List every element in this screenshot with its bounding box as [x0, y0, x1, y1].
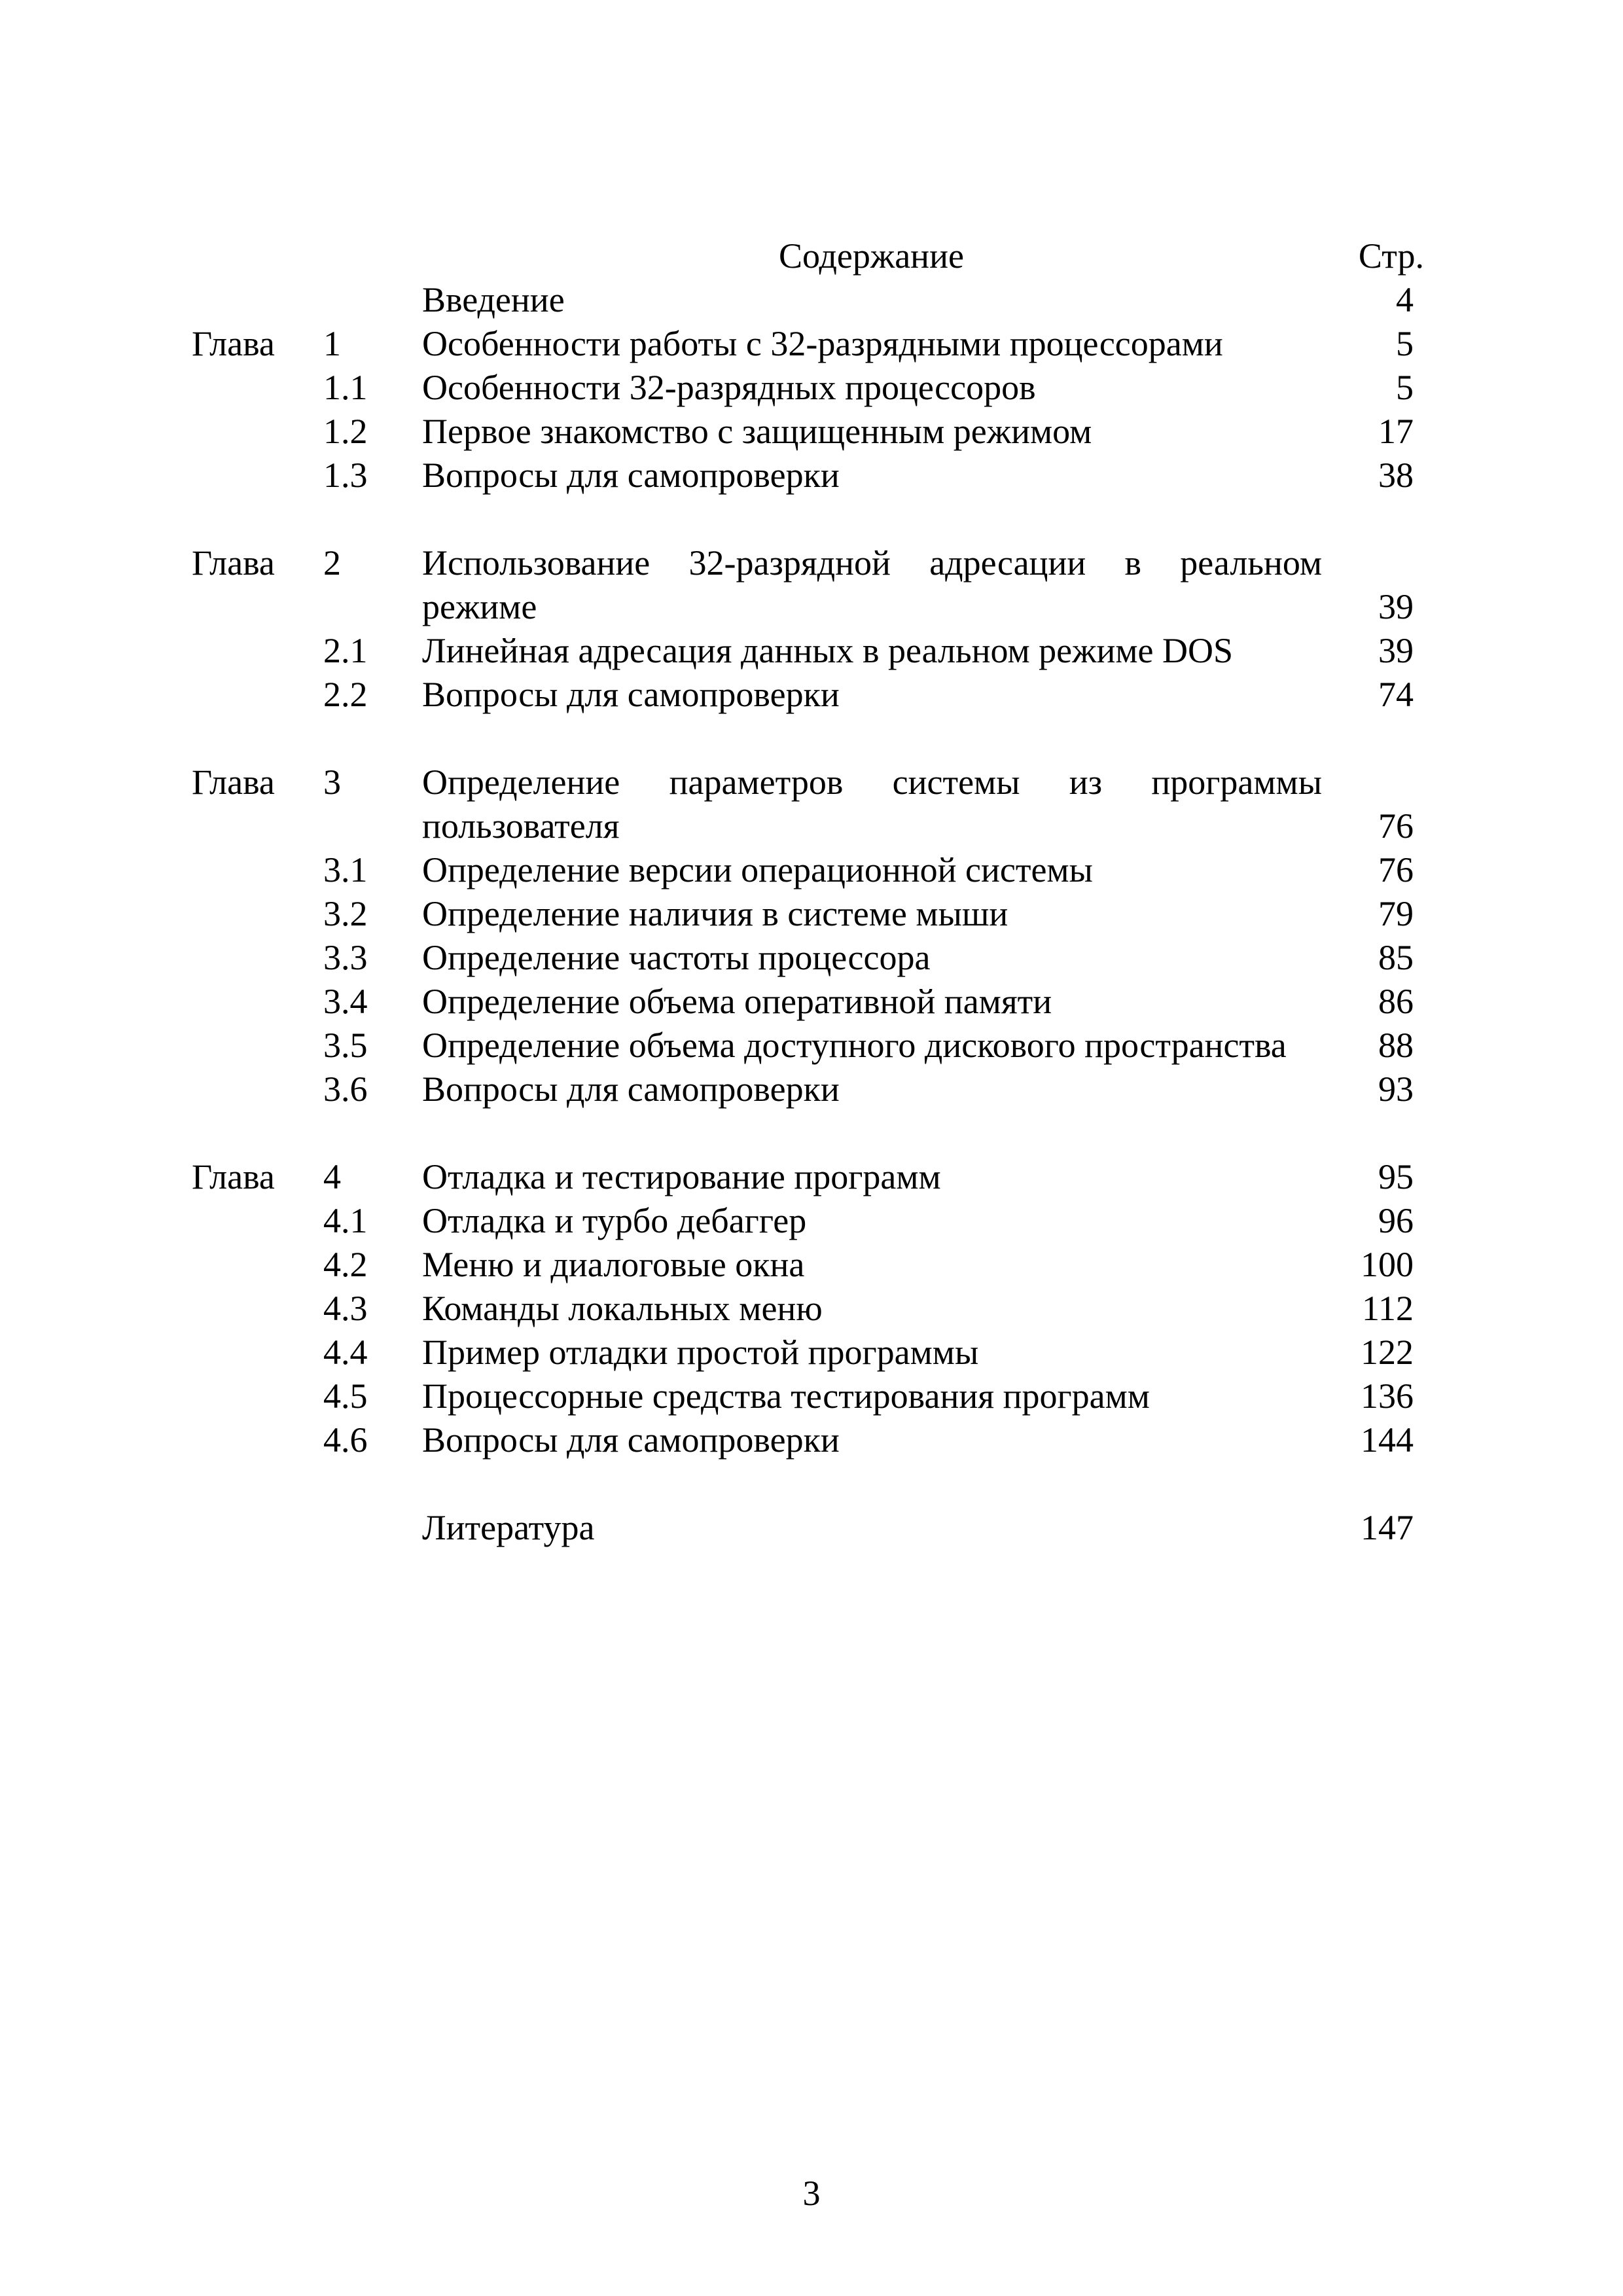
- toc-entry-number: 3.4: [323, 982, 368, 1021]
- toc-entry: [0, 1243, 1623, 1287]
- toc-entry-title: Первое знакомство с защищенным режимом: [422, 412, 1092, 451]
- toc-entry: [0, 1331, 1623, 1374]
- toc-header: [0, 234, 1623, 278]
- toc-entry-title: Введение: [422, 280, 565, 319]
- toc-entry-number: 4.1: [323, 1201, 368, 1240]
- toc-entry-number: 4.5: [323, 1376, 368, 1416]
- page-number: 3: [802, 2174, 821, 2213]
- toc-entry-number: 3.1: [323, 850, 368, 889]
- toc-entry: [0, 1199, 1623, 1243]
- toc-entry-page: 85: [1378, 938, 1414, 977]
- toc-entry-title: Меню и диалоговые окна: [422, 1245, 805, 1284]
- toc-entry-page: 38: [1378, 456, 1414, 495]
- toc-entry: [0, 936, 1623, 980]
- toc-entry-number: 4.2: [323, 1245, 368, 1284]
- toc-entry-number: 1.2: [323, 412, 368, 451]
- toc-entry-number: 3.2: [323, 894, 368, 933]
- toc-entry-page: 39: [1378, 587, 1414, 626]
- toc-entry-number: 3: [323, 762, 341, 802]
- toc-entry-number: 2.1: [323, 631, 368, 670]
- toc-entry: [0, 673, 1623, 717]
- toc-entry-page: 88: [1378, 1026, 1414, 1065]
- toc-entry-chapter: Глава: [192, 762, 275, 802]
- toc-entry-chapter: Глава: [192, 324, 275, 363]
- toc-entry-number: 1.1: [323, 368, 368, 407]
- toc-entry-page: 39: [1378, 631, 1414, 670]
- toc-entry-number: 4.4: [323, 1333, 368, 1372]
- toc-entry-title: Определение частоты процессора: [422, 938, 931, 977]
- toc-entry: [0, 892, 1623, 936]
- toc-entry-chapter: Глава: [192, 1157, 275, 1196]
- toc-body: [0, 278, 1623, 1550]
- toc-entry-page: 76: [1378, 806, 1414, 846]
- toc-entry: [0, 1024, 1623, 1067]
- toc-entry-title: Определение объема доступного дискового пространства: [422, 1026, 1287, 1065]
- toc-entry: [0, 1374, 1623, 1418]
- toc-entry-title: Особенности 32-разрядных процессоров: [422, 368, 1036, 407]
- toc-entry-title: Вопросы для самопроверки: [422, 456, 840, 495]
- toc-entry-page: 122: [1361, 1333, 1414, 1372]
- toc-entry: [0, 629, 1623, 673]
- toc-entry-title: Процессорные средства тестирования программ: [422, 1376, 1150, 1416]
- toc-entry: [0, 410, 1623, 454]
- toc-entry: [0, 848, 1623, 892]
- toc-entry-page: 96: [1378, 1201, 1414, 1240]
- toc-entry-number: 2: [323, 543, 341, 583]
- toc-entry-page: 4: [1396, 280, 1414, 319]
- toc-entry-title: Отладка и турбо дебаггер: [422, 1201, 807, 1240]
- toc-entry-number: 3.3: [323, 938, 368, 977]
- toc-entry-number: 4.6: [323, 1420, 368, 1460]
- toc-entry-chapter: Глава: [192, 543, 275, 583]
- toc-entry: [0, 761, 1623, 848]
- toc-entry-number: 1.3: [323, 456, 368, 495]
- toc-entry-page: 17: [1378, 412, 1414, 451]
- toc-entry-title: Особенности работы с 32-разрядными процессорами: [422, 324, 1223, 363]
- toc-entry-title: Линейная адресация данных в реальном режиме DOS: [422, 631, 1234, 670]
- toc-title: Содержание: [779, 236, 964, 276]
- toc-entry-title: Определение параметров системы из программы пользователя: [422, 762, 1322, 846]
- toc-entry-page: 100: [1361, 1245, 1414, 1284]
- toc-entry-number: 4.3: [323, 1289, 368, 1328]
- toc-entry: [0, 278, 1623, 322]
- toc-entry-title: Использование 32-разрядной адресации в реальном режиме: [422, 543, 1322, 626]
- toc-entry: [0, 541, 1623, 629]
- toc-entry-title: Определение наличия в системе мыши: [422, 894, 1008, 933]
- toc-entry-title: Пример отладки простой программы: [422, 1333, 979, 1372]
- toc-entry: [0, 366, 1623, 410]
- toc-entry-page: 136: [1361, 1376, 1414, 1416]
- toc-entry: [0, 322, 1623, 366]
- toc-entry-page: 147: [1361, 1508, 1414, 1547]
- toc-entry-page: 76: [1378, 850, 1414, 889]
- toc-entry-title: Литература: [422, 1508, 595, 1547]
- toc-entry-page: 95: [1378, 1157, 1414, 1196]
- toc-entry: [0, 1506, 1623, 1550]
- toc-entry-page: 86: [1378, 982, 1414, 1021]
- toc-entry-title: Определение версии операционной системы: [422, 850, 1093, 889]
- toc-entry: [0, 980, 1623, 1024]
- toc-entry-page: 74: [1378, 675, 1414, 714]
- toc-entry: [0, 1418, 1623, 1462]
- toc-entry-title: Вопросы для самопроверки: [422, 1420, 840, 1460]
- toc-entry: [0, 1155, 1623, 1199]
- toc-entry: [0, 1287, 1623, 1331]
- toc-entry: [0, 454, 1623, 497]
- toc-pages-label: Стр.: [1358, 236, 1424, 276]
- toc-entry-page: 144: [1361, 1420, 1414, 1460]
- toc-entry-number: 1: [323, 324, 341, 363]
- toc-entry-title: Отладка и тестирование программ: [422, 1157, 941, 1196]
- toc-entry-number: 4: [323, 1157, 341, 1196]
- toc-entry-number: 3.6: [323, 1069, 368, 1109]
- toc-entry-page: 93: [1378, 1069, 1414, 1109]
- toc-entry-number: 2.2: [323, 675, 368, 714]
- toc-entry-title: Вопросы для самопроверки: [422, 1069, 840, 1109]
- toc-entry-title: Вопросы для самопроверки: [422, 675, 840, 714]
- toc-entry-page: 5: [1396, 368, 1414, 407]
- toc-entry-page: 79: [1378, 894, 1414, 933]
- toc-entry-title: Определение объема оперативной памяти: [422, 982, 1052, 1021]
- toc-entry-page: 112: [1362, 1289, 1414, 1328]
- toc-entry-title: Команды локальных меню: [422, 1289, 823, 1328]
- toc-entry: [0, 1067, 1623, 1111]
- toc-entry-page: 5: [1396, 324, 1414, 363]
- toc-entry-number: 3.5: [323, 1026, 368, 1065]
